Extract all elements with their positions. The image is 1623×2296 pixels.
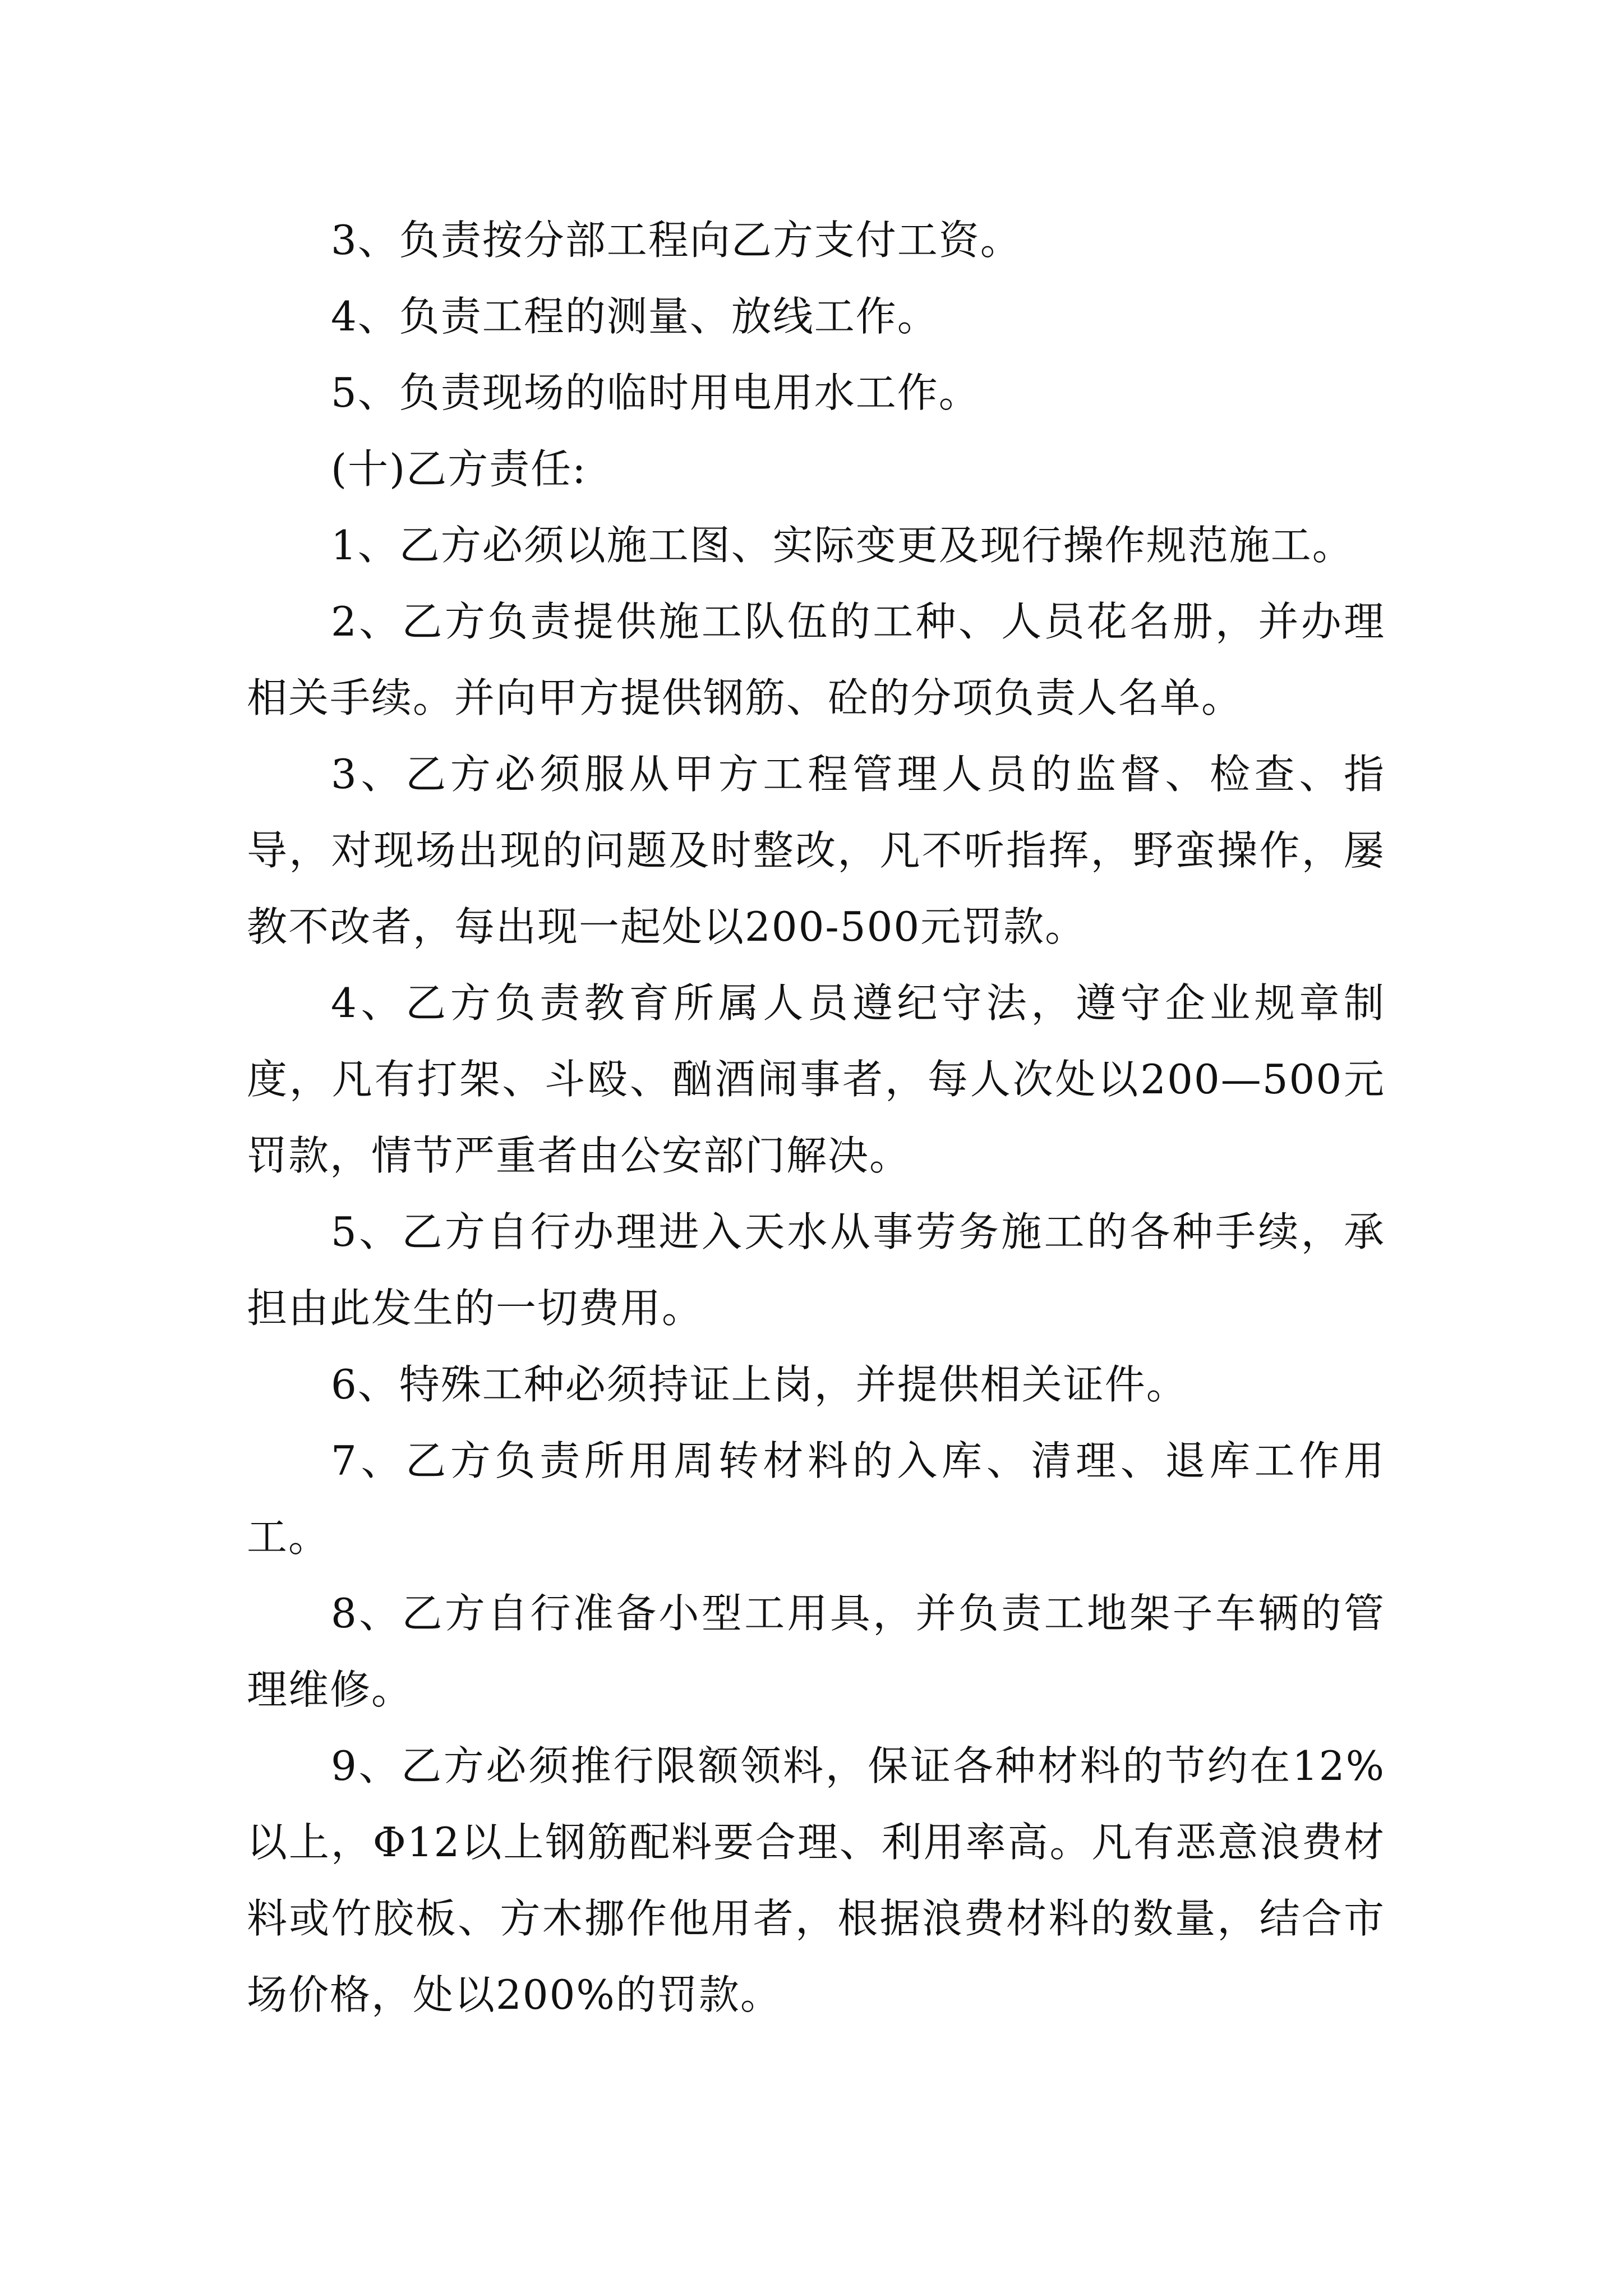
paragraph: 3、乙方必须服从甲方工程管理人员的监督、检查、指导，对现场出现的问题及时整改，凡不听指挥，野蛮操作，屡教不改者，每出现一起处以200-500元罚款。 [247,751,1385,950]
section-heading: (十)乙方责任: [331,445,587,493]
paragraph: 2、乙方负责提供施工队伍的工种、人员花名册，并办理相关手续。并向甲方提供钢筋、砼的分项负责人名单。 [247,598,1385,721]
paragraph: 3、负责按分部工程向乙方支付工资。 [331,217,1022,264]
paragraph: 4、乙方负责教育所属人员遵纪守法，遵守企业规章制度，凡有打架、斗殴、酗酒闹事者，每人次处以200—500元罚款，情节严重者由公安部门解决。 [247,979,1385,1179]
paragraph: 5、乙方自行办理进入天水从事劳务施工的各种手续，承担由此发生的一切费用。 [247,1208,1385,1332]
paragraph: 9、乙方必须推行限额领料，保证各种材料的节约在12%以上，Φ12以上钢筋配料要合理、利用率高。凡有恶意浪费材料或竹胶板、方木挪作他用者，根据浪费材料的数量，结合市场价格，处以200%的罚款。 [247,1742,1385,2018]
paragraph: 6、特殊工种必须持证上岗，并提供相关证件。 [331,1361,1188,1408]
paragraph: 1、乙方必须以施工图、实际变更及现行操作规范施工。 [331,522,1354,569]
paragraph: 7、乙方负责所用周转材料的入库、清理、退库工作用工。 [247,1437,1385,1561]
document-body [247,202,1385,2033]
paragraph: 8、乙方自行准备小型工用具，并负责工地架子车辆的管理维修。 [247,1590,1385,1713]
paragraph: 5、负责现场的临时用电用水工作。 [331,369,980,416]
paragraph: 4、负责工程的测量、放线工作。 [331,293,939,340]
